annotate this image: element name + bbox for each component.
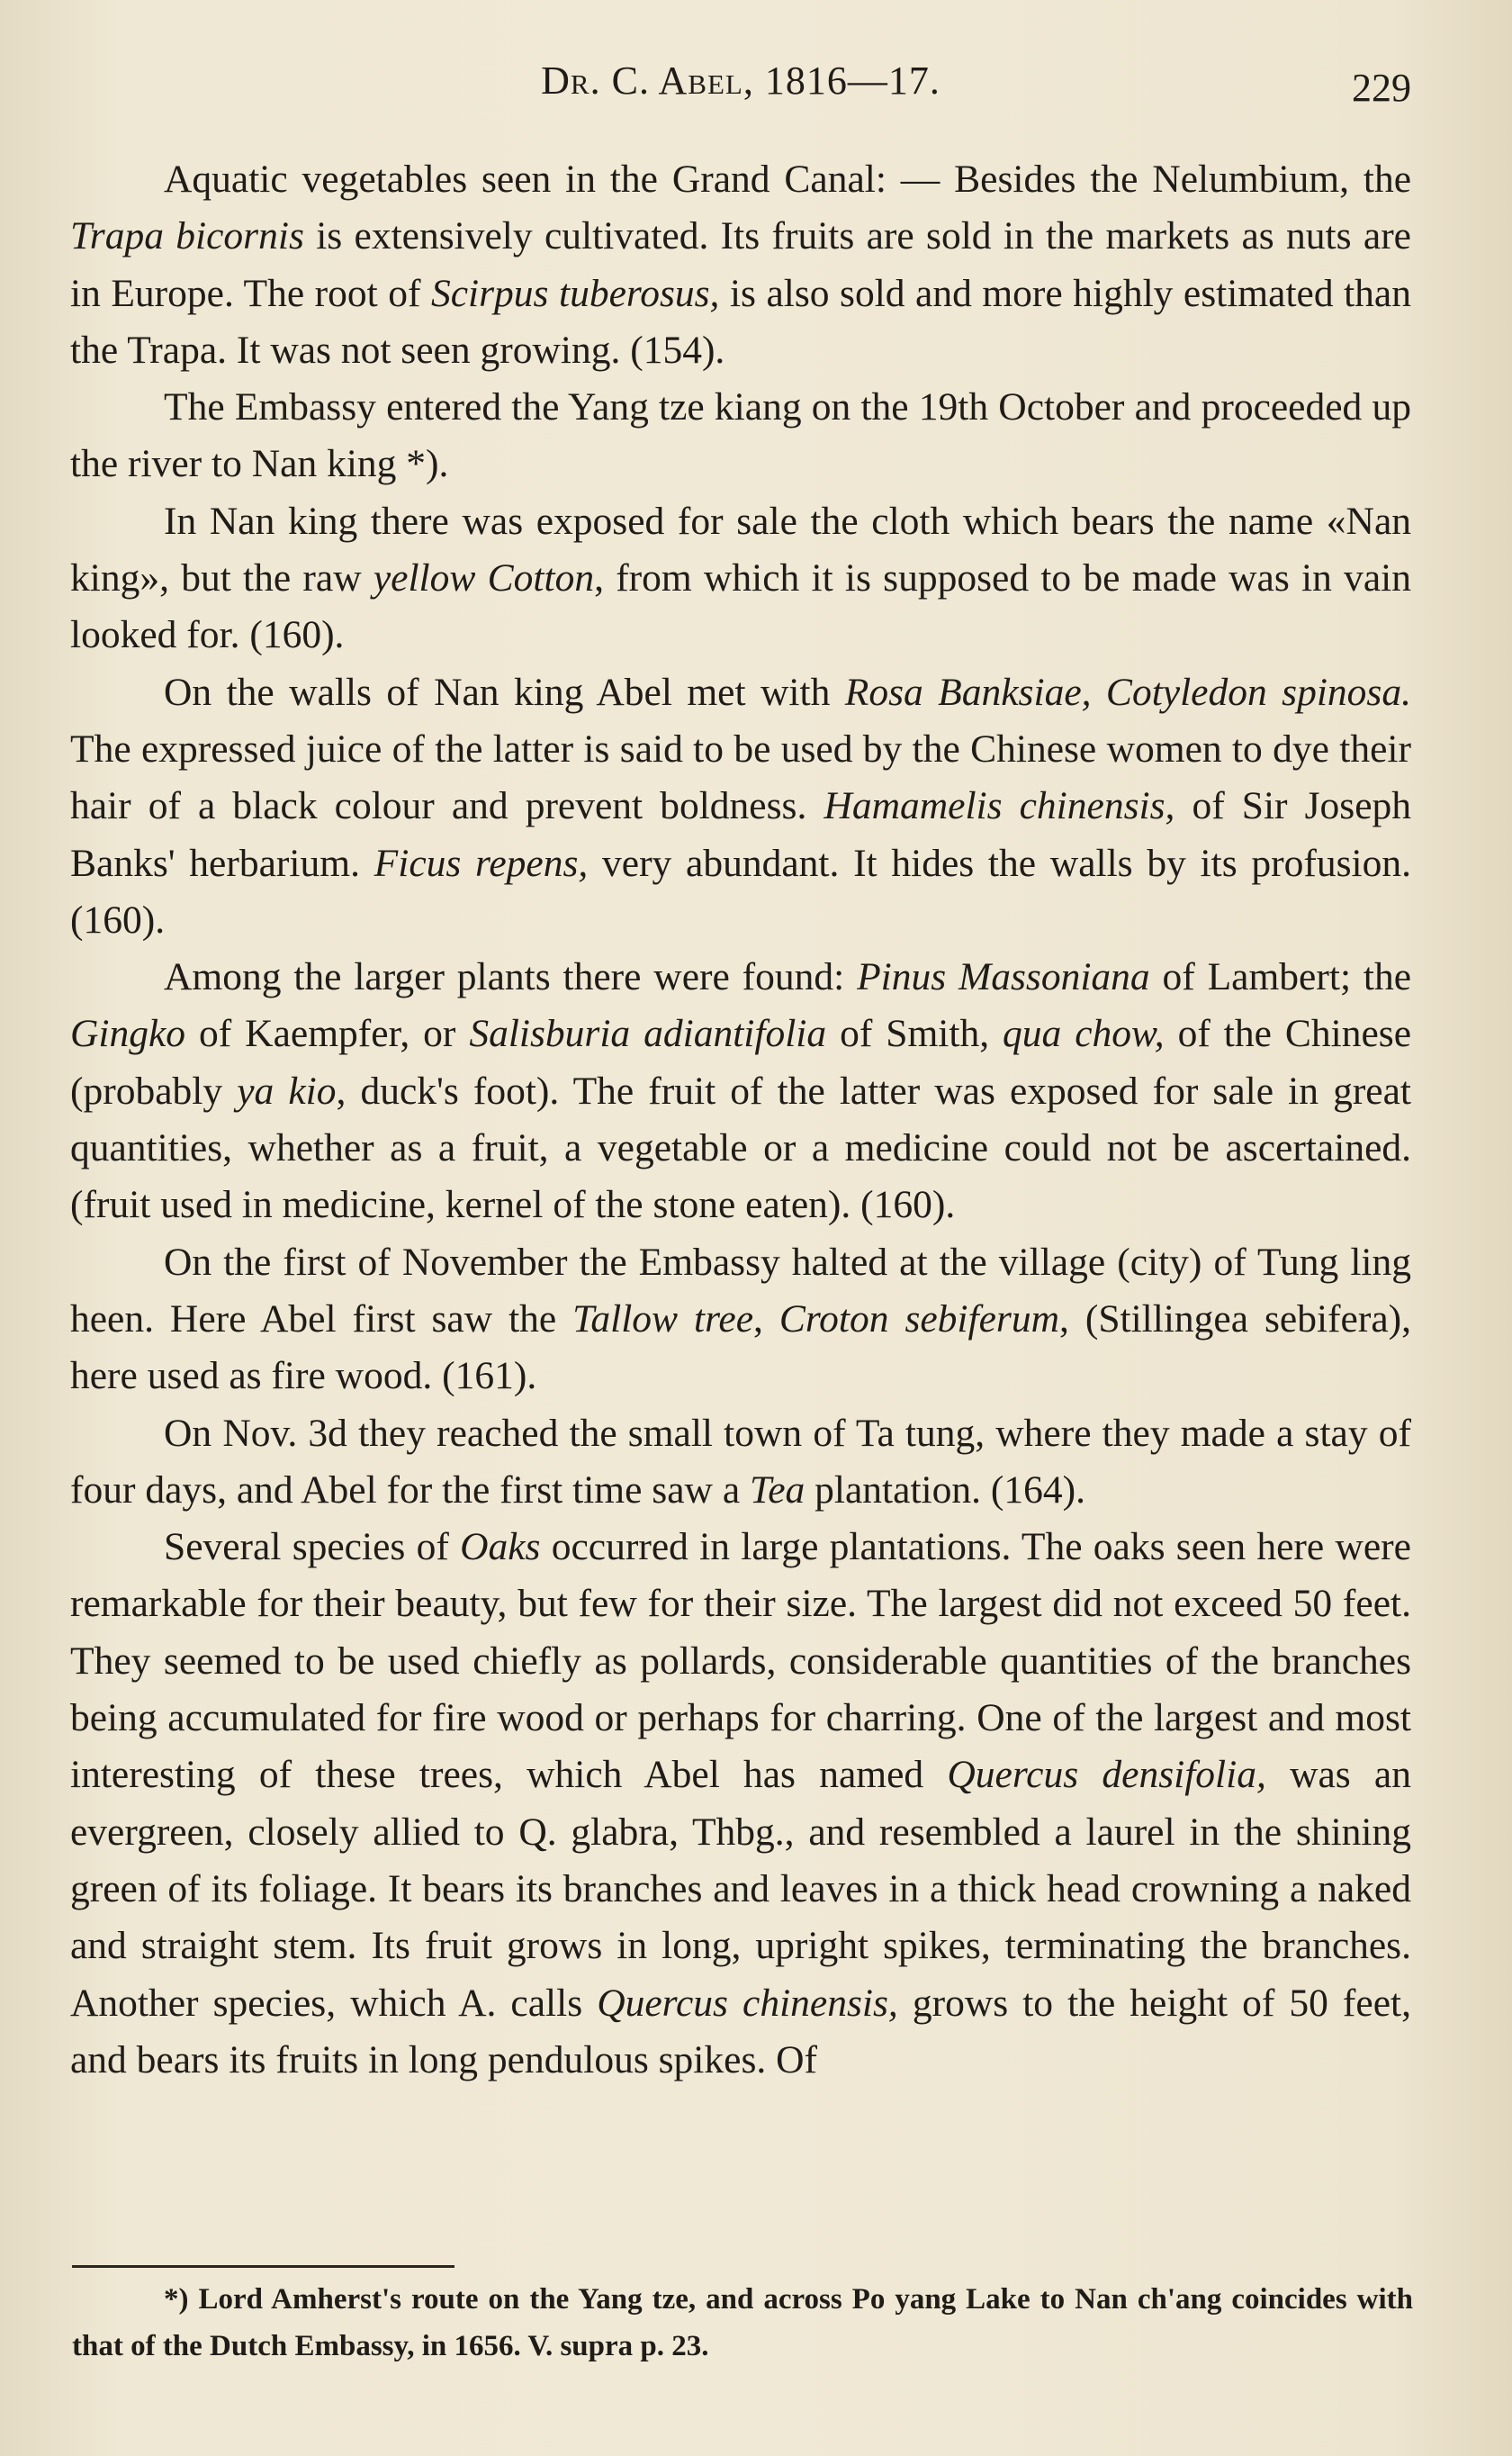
text-run: , (Stillingea sebifera), here used as fire wood. (161).: [70, 1296, 1412, 1398]
text-run: Aquatic vegetables seen in the Grand Canal: — Besides the Nelumbium, the: [164, 158, 1411, 201]
text-run: of Lambert; the: [1149, 955, 1412, 999]
text-run: , duck's foot). The fruit of the latter was exposed for sale in great quantities, whether as a fruit, a vegetable or a medicine could not be ascertained. (fruit used in medicine, kernel of the stone eaten). (160).: [70, 1069, 1412, 1227]
text-run: The Embassy entered the Yang tze kiang on the 19th October and proceeded up the river to Nan king *).: [70, 385, 1411, 486]
paragraph: [70, 664, 1411, 949]
text-run: On Nov. 3d they reached the small town of Ta tung, where they made a stay of four days, and Abel for the first time saw a: [70, 1411, 1411, 1512]
text-run: of Sir Joseph Banks' herbarium.: [70, 784, 1412, 885]
paragraph: [70, 949, 1411, 1233]
text-run: On the first of November the Embassy halted at the village (city) of Tung ling heen. Here Abel first saw the: [70, 1240, 1411, 1341]
author-name: C. Abel,: [611, 59, 754, 103]
footnote-rule: [72, 2265, 454, 2268]
italic-run: Trapa bicornis: [70, 214, 304, 258]
years: 1816—17.: [764, 59, 940, 103]
running-head: [70, 58, 1411, 104]
footnote: [72, 2276, 1413, 2370]
italic-run: Quercus chinensis,: [597, 1981, 898, 2025]
paragraph: [70, 493, 1411, 664]
author-initial: Dr.: [541, 59, 601, 103]
italic-run: yellow Cotton: [373, 556, 595, 600]
text-run: is extensively cultivated. Its fruits are sold in the markets as nuts are in Europe. The root of: [70, 214, 1411, 315]
paragraph: [70, 1405, 1411, 1520]
paragraph: [70, 379, 1411, 493]
text-run: occurred in large plantations. The oaks seen here were remarkable for their beauty, but few for their size. The largest did not exceed 50 feet. They seemed to be used chiefly as pollards, considerable quantities of the branches being accumulated for fire wood or perhaps for charring. One of the largest and most interesting of these trees, which Abel has named: [70, 1525, 1411, 1797]
italic-run: ya kio: [237, 1069, 337, 1113]
text-run: grows to the height of 50 feet, and bears its fruits in long pendulous spikes. Of: [70, 1981, 1411, 2081]
italic-run: Croton sebiferum: [778, 1296, 1060, 1341]
text-run: On the walls of Nan king Abel met with: [164, 670, 845, 714]
paragraph: [70, 1519, 1411, 2089]
page-number: 229: [1352, 66, 1411, 110]
italic-run: Scirpus tuberosus,: [430, 271, 720, 315]
italic-run: Pinus Massoniana: [857, 955, 1150, 999]
text-run: is also sold and more highly estimated than the Trapa. It was not seen growing. (154).: [70, 271, 1411, 372]
page-header: [70, 58, 1411, 112]
italic-run: Tea: [750, 1467, 806, 1512]
text-run: was an evergreen, closely allied to Q. glabra, Thbg., and resembled a laurel in the shining green of its foliage. It bears its branches and leaves in a thick head crowning a naked and straight stem. Its fruit grows in long, upright spikes, terminating the branches. Another species, which A. calls: [70, 1753, 1411, 2025]
paragraph: [70, 151, 1411, 379]
body-text: [70, 151, 1411, 2089]
text-run: very abundant. It hides the walls by its profusion. (160).: [70, 841, 1411, 942]
text-run: of the Chinese (probably: [70, 1012, 1412, 1113]
italic-run: Tallow tree: [572, 1296, 754, 1341]
italic-run: Rosa Banksiae, Cotyledon spinosa.: [844, 670, 1411, 714]
text-run: of Kaempfer, or: [185, 1012, 470, 1056]
italic-run: Hamamelis chinensis,: [824, 784, 1175, 828]
text-run: Among the larger plants there were found:: [164, 955, 858, 999]
italic-run: qua chow,: [1003, 1012, 1165, 1056]
text-run: ,: [753, 1296, 779, 1341]
italic-run: Oaks: [460, 1525, 541, 1569]
italic-run: Gingko: [70, 1012, 186, 1056]
text-run: In Nan king there was exposed for sale the cloth which bears the name «Nan king», but the raw: [70, 499, 1411, 600]
text-run: plantation. (164).: [805, 1467, 1085, 1512]
italic-run: Ficus repens,: [374, 841, 589, 885]
italic-run: Salisburia adiantifolia: [469, 1012, 827, 1056]
paragraph: [70, 1234, 1411, 1405]
footnote-text: *) Lord Amherst's route on the Yang tze, and across Po yang Lake to Nan ch'ang coincides with that of the Dutch Embassy, in 1656. V. supra p. 23.: [72, 2283, 1413, 2362]
text-run: of Smith,: [826, 1012, 1004, 1056]
italic-run: Quercus densifolia,: [947, 1753, 1266, 1797]
text-run: Several species of: [164, 1525, 461, 1569]
text-run: The expressed juice of the latter is said to be used by the Chinese women to dye their hair of a black colour and prevent boldness.: [70, 727, 1411, 828]
text-run: , from which it is supposed to be made was in vain looked for. (160).: [70, 556, 1411, 657]
